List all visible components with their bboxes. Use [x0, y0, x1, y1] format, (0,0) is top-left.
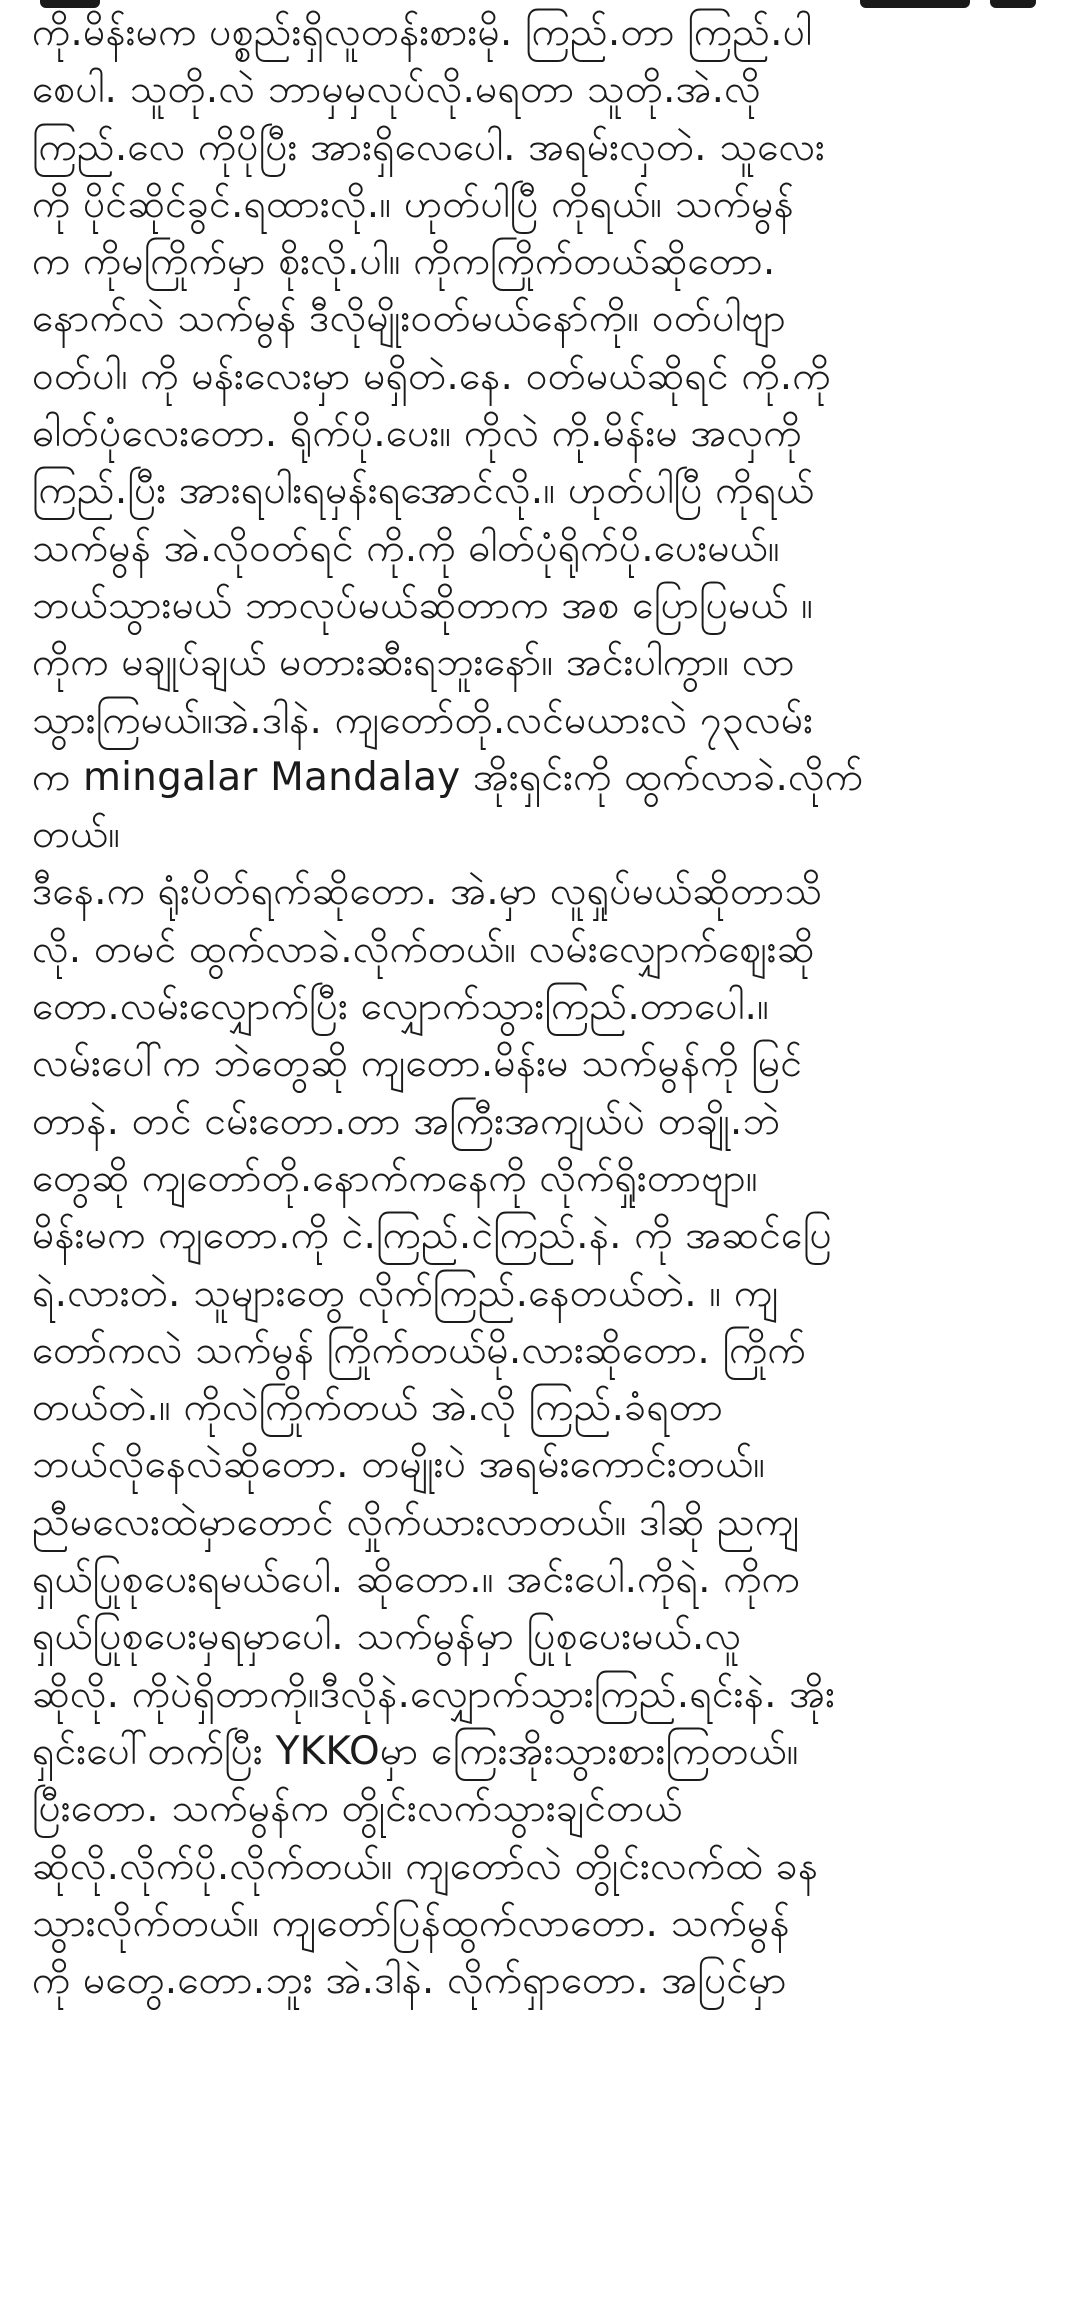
text-line: တယ်။ [32, 812, 121, 858]
text-line: လမ်းပေါ်က ဘဲတွေဆို ကျတော.မိန်းမ သက်မွန်ကို မြင် [32, 1041, 803, 1087]
text-line: ဘယ်သွားမယ် ဘာလုပ်မယ်ဆိုတာက အစ ပြောပြမယ် ။ [32, 582, 814, 628]
text-line: ရှယ်ပြုစုပေးရမယ်ပေါ. ဆိုတော.။ အင်းပေါ.ကိုရဲ. ကိုက [32, 1557, 801, 1603]
text-line: တာနဲ. တင် ငမ်းတော.တာ အကြီးအကျယ်ပဲ တချို.ဘဲ [32, 1098, 781, 1144]
text-line: တော.လမ်းလျှောက်ပြီး လျှောက်သွားကြည်.တာပေါ.။ [32, 984, 770, 1030]
text-line: ဒီနေ.က ရုံးပိတ်ရက်ဆိုတော. အဲ.မှာ လူရှုပ်မယ်ဆိုတာသိ [32, 869, 823, 915]
text-line: တွေဆို ကျတော်တို.နောက်ကနေကို လိုက်ရှိုးတာဗျာ။ [32, 1155, 758, 1201]
text-line: ကြည်.ပြီး အားရပါးရမှန်းရအောင်လို.။ ဟုတ်ပါပြီ ကိုရယ် [32, 468, 815, 514]
text-line: စေပါ. သူတို.လဲ ဘာမှမှလုပ်လို.မရတာ သူတို.အဲ.လို [32, 67, 761, 113]
text-line: ပြီးတော. သက်မွန်က တွိုင်းလက်သွားချင်တယ် [32, 1786, 683, 1832]
text-line: ကြည်.လေ ကိုပိုပြီး အားရှိလေပေါ. အရမ်းလှတဲ. သူလေး [32, 124, 826, 170]
text-line: ကို မတွေ.တော.ဘူး အဲ.ဒါနဲ. လိုက်ရှာတော. အပြင်မှာ [32, 1958, 787, 2004]
text-line: ဓါတ်ပုံလေးတော. ရိုက်ပို.ပေး။ ကိုလဲ ကို.မိန်းမ အလှကို [32, 411, 802, 457]
text-line: ဆိုလို. ကိုပဲရှိတာကို။ဒီလိုနဲ.လျှောက်သွားကြည်.ရင်းနဲ. အိုး [32, 1671, 836, 1717]
text-line: ရှင်းပေါ်တက်ပြီး YKKOမှာ ကြေးအိုးသွားစားကြတယ်။ [32, 1728, 799, 1774]
text-line: ရှယ်ပြုစုပေးမှရမှာပေါ. သက်မွန်မှာ ပြုစုပေးမယ်.လူ [32, 1614, 742, 1660]
text-line: သွားကြမယ်။အဲ.ဒါနဲ. ကျတော်တို.လင်မယားလဲ ၇၃လမ်း [32, 697, 814, 743]
text-line: ညီမလေးထဲမှာတောင် လှိုက်ယားလာတယ်။ ဒါဆို ညကျ [32, 1499, 800, 1545]
text-line: မိန်းမက ကျတော.ကို ငဲ.ကြည်.ငဲကြည်.နဲ. ကို အဆင်ပြေ [32, 1213, 832, 1259]
text-line: သက်မွန် အဲ.လိုဝတ်ရင် ကို.ကို ဓါတ်ပုံရိုက်ပို.ပေးမယ်။ [32, 525, 780, 571]
text-line: ကို ပိုင်ဆိုင်ခွင်.ရထားလို.။ ဟုတ်ပါပြီ ကိုရယ်။ သက်မွန် [32, 181, 794, 227]
text-line: တယ်တဲ.။ ကိုလဲကြိုက်တယ် အဲ.လို ကြည်.ခံရတာ [32, 1385, 724, 1431]
text-line: ရဲ.လားတဲ. သူများတွေ လိုက်ကြည်.နေတယ်တဲ. ။ ကျ [32, 1270, 779, 1316]
text-line: ကို.မိန်းမက ပစ္စည်းရှိလူတန်းစားမို. ကြည်.တာ ကြည်.ပါ [32, 10, 812, 55]
text-line: က mingalar Mandalay အိုးရှင်းကို ထွက်လာခဲ.လိုက် [32, 754, 864, 800]
text-line: နောက်လဲ သက်မွန် ဒီလိုမျိုးဝတ်မယ်နော်ကို။ ဝတ်ပါဗျာ [32, 296, 787, 342]
text-line: လို. တမင် ထွက်လာခဲ.လိုက်တယ်။ လမ်းလျှောက်ဈေးဆို [32, 926, 815, 972]
text-line: ဆိုလို.လိုက်ပို.လိုက်တယ်။ ကျတော်လဲ တွိုင်းလက်ထဲ ခန [32, 1843, 819, 1889]
text-line: ဝတ်ပါ၊ ကို မန်းလေးမှာ မရှိတဲ.နေ. ဝတ်မယ်ဆိုရင် ကို.ကို [32, 353, 831, 399]
text-line: ဘယ်လိုနေလဲဆိုတော. တမျိုးပဲ အရမ်းကောင်းတယ်။ [32, 1442, 766, 1488]
text-line: သွားလိုက်တယ်။ ကျတော်ပြန်ထွက်လာတော. သက်မွန် [32, 1900, 790, 1946]
story-text-body [32, 4, 1062, 2009]
text-line: က ကိုမကြိုက်မှာ စိုးလို.ပါ။ ကိုကကြိုက်တယ်ဆိုတော. [32, 239, 776, 285]
text-line: တော်ကလဲ သက်မွန် ကြိုက်တယ်မို.လားဆိုတော. ကြိုက် [32, 1327, 806, 1373]
text-line: ကိုက မချုပ်ချယ် မတားဆီးရဘူးနော်။ အင်းပါကွာ။ လာ [32, 640, 795, 686]
